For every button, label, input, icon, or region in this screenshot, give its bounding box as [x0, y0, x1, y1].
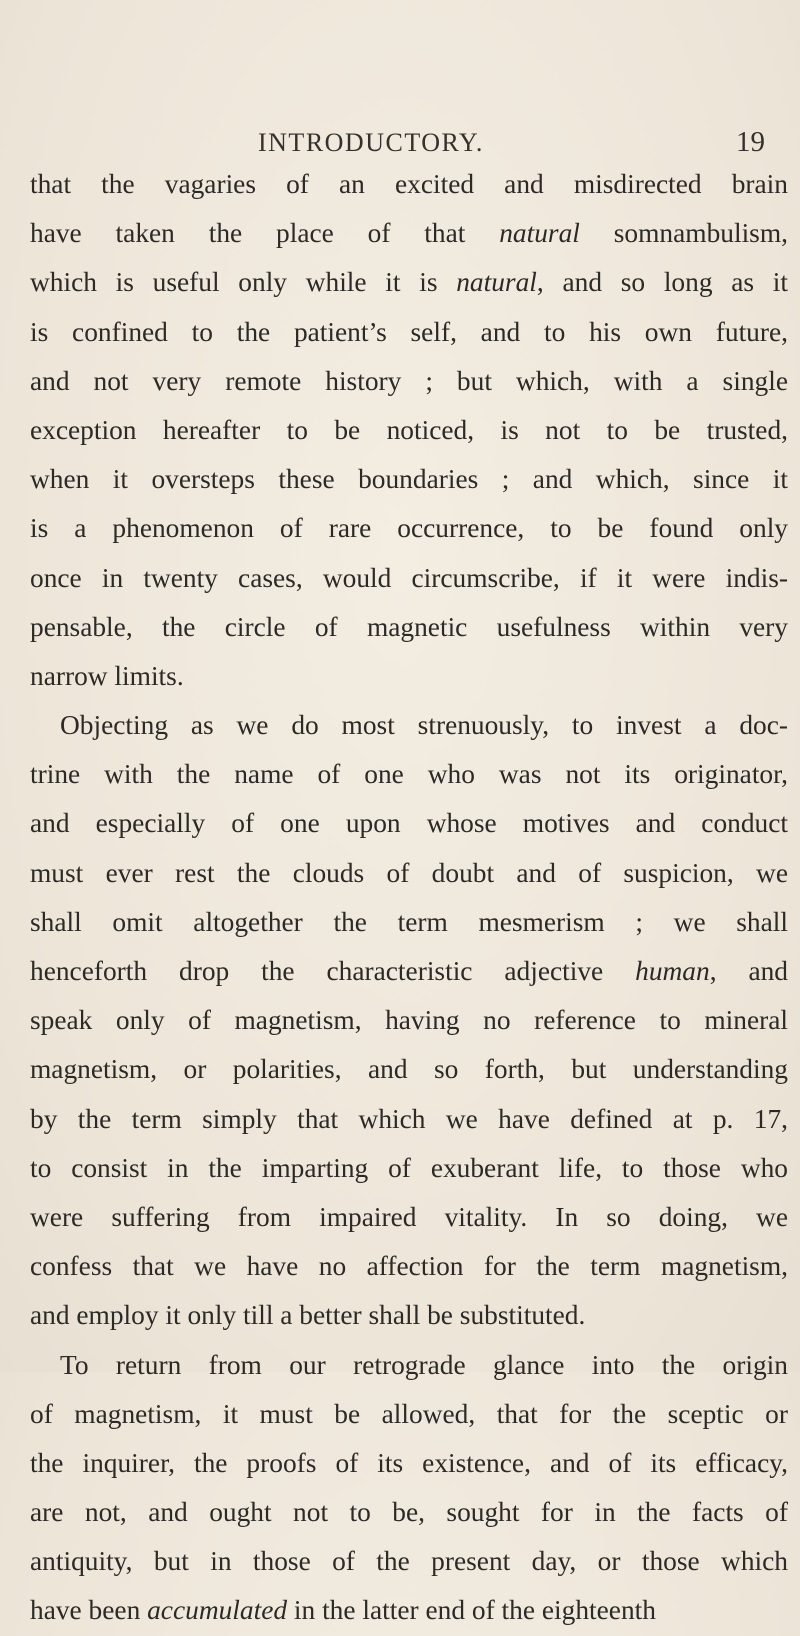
text-run: trine with the name of one who was not its originator, — [30, 759, 788, 790]
text-run: must ever rest the clouds of doubt and of suspicion, we — [30, 857, 788, 888]
text-run: which is useful only while it is — [30, 267, 457, 298]
text-line — [30, 1291, 788, 1340]
body-text — [30, 160, 788, 1636]
text-line — [30, 1242, 788, 1291]
text-line — [30, 750, 788, 799]
text-run: by the term simply that which we have defined at p. 17, — [30, 1103, 788, 1134]
text-line — [30, 996, 788, 1045]
text-run: magnetism, or polarities, and so forth, but understanding — [30, 1054, 788, 1085]
text-line — [30, 947, 788, 996]
text-run: henceforth drop the characteristic adjective — [30, 956, 636, 986]
text-run: Objecting as we do most strenuously, to invest a doc- — [60, 710, 788, 741]
text-run: that the vagaries of an excited and misdirected brain — [30, 169, 788, 199]
text-line — [30, 1439, 788, 1488]
text-run: and especially of one upon whose motives and conduct — [30, 808, 788, 839]
text-run: , and so long as it — [536, 267, 788, 298]
text-run: have been — [30, 1595, 148, 1626]
text-line — [30, 504, 788, 553]
text-run: and not very remote history ; but which, with a single — [30, 365, 788, 396]
text-run: and employ it only till a better shall be substituted. — [30, 1300, 586, 1331]
text-line — [30, 1390, 788, 1439]
text-line — [30, 1488, 788, 1537]
text-line — [30, 406, 788, 455]
italic-word: natural — [456, 267, 537, 298]
text-run: confess that we have no affection for the term magnetism, — [30, 1251, 788, 1282]
text-run: once in twenty cases, would circumscribe, if it were indis- — [30, 562, 788, 593]
text-line — [30, 554, 788, 603]
text-run: to consist in the imparting of exuberant life, to those who — [30, 1152, 788, 1183]
text-line — [30, 1045, 788, 1094]
text-run: shall omit altogether the term mesmerism ; we shall — [30, 906, 788, 937]
text-line — [30, 308, 788, 357]
text-run: the inquirer, the proofs of its existence, and of its efficacy, — [30, 1447, 788, 1478]
text-run: narrow limits. — [30, 660, 184, 691]
italic-word: human — [635, 956, 710, 986]
text-run: is confined to the patient’s self, and to his own future, — [30, 316, 788, 347]
text-line — [30, 1144, 788, 1193]
text-run: when it oversteps these boundaries ; and which, since it — [30, 464, 788, 495]
text-run: pensable, the circle of magnetic usefulness within very — [30, 611, 788, 642]
text-line — [30, 898, 788, 947]
text-line — [30, 701, 788, 750]
text-line — [30, 209, 788, 258]
text-run: were suffering from impaired vitality. In so doing, we — [30, 1201, 788, 1232]
text-run: is a phenomenon of rare occurrence, to be found only — [30, 513, 788, 544]
text-line — [30, 357, 788, 406]
text-line — [30, 849, 788, 898]
text-line — [30, 455, 788, 504]
text-run: exception hereafter to be noticed, is not to be trusted, — [30, 414, 788, 445]
italic-word: natural — [499, 218, 580, 249]
text-line — [30, 1586, 788, 1635]
text-run: speak only of magnetism, having no reference to mineral — [30, 1005, 788, 1036]
text-run: To return from our retrograde glance into the origin — [60, 1349, 788, 1380]
running-head-title: INTRODUCTORY. — [258, 128, 484, 157]
text-line — [30, 1341, 788, 1390]
text-line — [30, 1537, 788, 1586]
italic-word: accumulated — [147, 1595, 288, 1626]
text-run: in the latter end of the eighteenth — [287, 1595, 656, 1626]
text-line — [30, 160, 788, 209]
text-run: of magnetism, it must be allowed, that for the sceptic or — [30, 1398, 788, 1429]
text-run: antiquity, but in those of the present day, or those which — [30, 1546, 788, 1577]
page-number: 19 — [736, 126, 765, 158]
text-run: , and — [709, 956, 788, 986]
text-line — [30, 1193, 788, 1242]
text-run: are not, and ought not to be, sought for in the facts of — [30, 1497, 788, 1528]
text-line — [30, 603, 788, 652]
text-run: have taken the place of that — [30, 218, 500, 249]
text-line — [30, 652, 788, 701]
text-line — [30, 258, 788, 307]
text-line — [30, 799, 788, 848]
text-line — [30, 1095, 788, 1144]
text-run: somnambulism, — [579, 218, 788, 249]
